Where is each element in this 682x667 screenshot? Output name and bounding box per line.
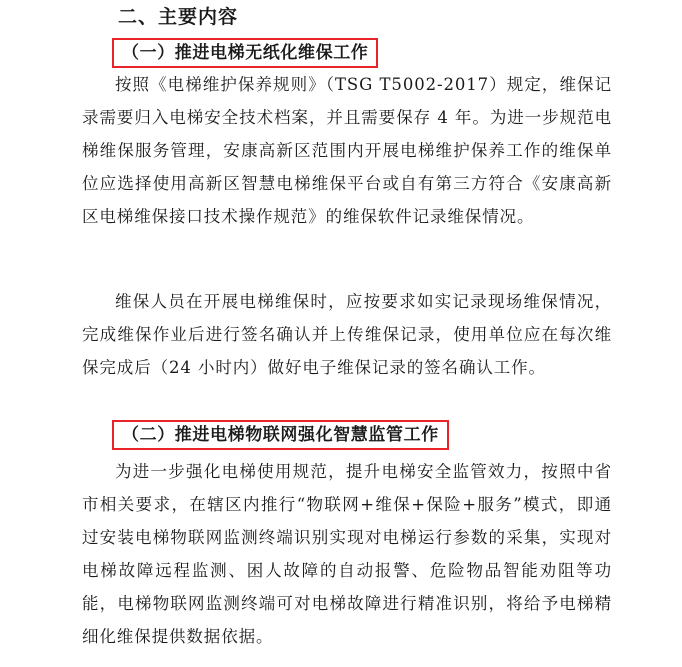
paragraph-iot-supervision: 为进一步强化电梯使用规范，提升电梯安全监管效力，按照中省市相关要求，在辖区内推行“物联网+维保+保险+服务”模式，即通过安装电梯物联网监测终端识别实现对电梯运行参数的采集，实现对电梯故障远程监测、困人故障的自动报警、危险物品智能劝阻等功能，电梯物联网监测终端可对电梯故障进行精准识别，将给予电梯精细化维保提供数据依据。 — [82, 462, 612, 646]
section-heading: 二、主要内容 — [118, 6, 239, 28]
subsection-title-1-highlighted: （一）推进电梯无纸化维保工作 — [112, 38, 378, 68]
paragraph-maintenance-personnel: 维保人员在开展电梯维保时，应按要求如实记录现场维保情况，完成维保作业后进行签名确认并上传维保记录，使用单位应在每次维保完成后（24 小时内）做好电子维保记录的签名确认工作。 — [82, 292, 612, 377]
subsection-title-2-highlighted: （二）推进电梯物联网强化智慧监管工作 — [112, 420, 449, 450]
paragraph-maintenance-records: 按照《电梯维护保养规则》（TSG T5002-2017）规定，维保记录需要归入电梯安全技术档案，并且需要保存 4 年。为进一步规范电梯维保服务管理，安康高新区范围内开展电梯维护保养工作的维保单位应选择使用高新区智慧电梯维保平台或自有第三方符合《安康高新区电梯维保接口技术操作规范》的维保软件记录维保情况。 — [82, 75, 612, 226]
